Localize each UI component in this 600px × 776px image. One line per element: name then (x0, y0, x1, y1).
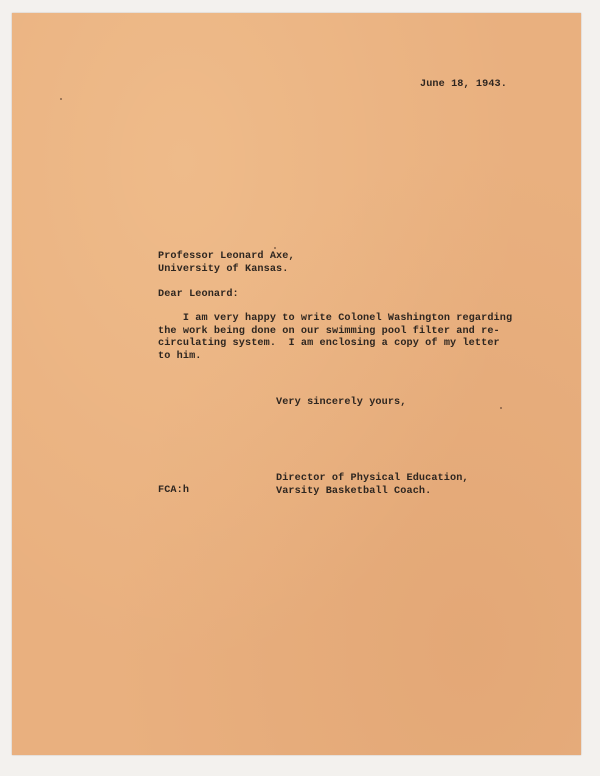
signature-title (276, 473, 469, 498)
recipient-name: Professor Leonard Axe, (158, 251, 295, 262)
recipient-address (158, 251, 295, 276)
body-line: circulating system. I am enclosing a copy of my letter (158, 338, 500, 350)
recipient-institution: University of Kansas. (158, 263, 289, 275)
paper-speck (60, 98, 62, 100)
letter-body (158, 313, 512, 363)
reference-initials: FCA:h (158, 485, 190, 496)
paper-speck (274, 247, 276, 249)
signature-title-line: Director of Physical Education, (276, 473, 469, 484)
body-line: I am very happy to write Colonel Washington regarding (158, 313, 513, 324)
signature-title-line: Varsity Basketball Coach. (276, 485, 432, 497)
paper-speck (500, 407, 502, 409)
body-line: to him. (158, 350, 202, 362)
letter-date: June 18, 1943. (420, 79, 507, 90)
body-line: the work being done on our swimming pool filter and re- (158, 325, 500, 337)
letter-page (12, 13, 581, 755)
complimentary-closing: Very sincerely yours, (276, 397, 407, 408)
salutation: Dear Leonard: (158, 289, 239, 300)
